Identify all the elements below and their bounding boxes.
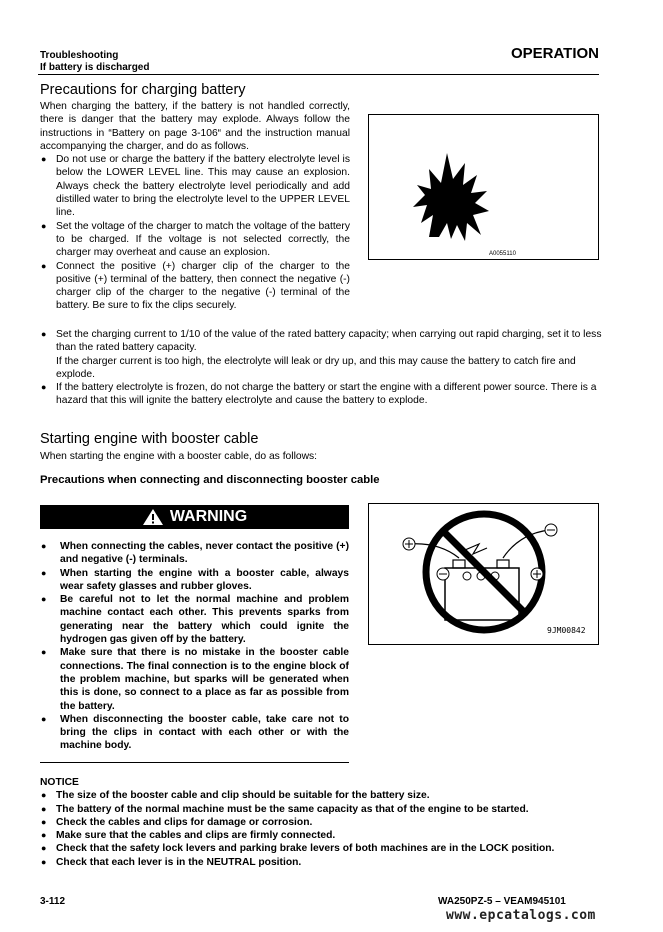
charging-bullet-4-sub: If the charger current is too high, the electrolyte will leak or dry up, and this may cause the battery to catch fire and explode.	[56, 355, 576, 380]
battery-prohibition-icon	[369, 504, 598, 644]
warning-banner	[40, 505, 349, 529]
charging-text-block-wide	[40, 328, 605, 408]
explosion-figure	[368, 114, 599, 260]
warning-label: WARNING	[169, 508, 248, 525]
explosion-icon	[369, 115, 598, 259]
header-breadcrumb	[40, 50, 149, 74]
warning-triangle-icon	[142, 508, 164, 526]
notice-item-1: ● The size of the booster cable and clip should be suitable for the battery size.	[40, 789, 610, 802]
page-number: 3-112	[40, 896, 66, 907]
warning-item-3: ● Be careful not to let the normal machine and problem machine contact each other. This prevents sparks from generating near the battery which could ignite the hydrogen gas given off by the battery.	[40, 593, 349, 646]
charging-bullet-2: ● Set the voltage of the charger to match the voltage of the battery to be charged. If the voltage is not selected correctly, the charger may overheat and cause an explosion.	[40, 220, 350, 260]
charging-text-block	[40, 100, 350, 313]
notice-item-5: ● Check that the safety lock levers and parking brake levers of both machines are in the LOCK position.	[40, 842, 610, 855]
charging-bullet-4-main: ● Set the charging current to 1/10 of the value of the rated battery capacity; when carrying out rapid charging, set it to less than the rated battery capacity.	[56, 329, 602, 354]
warning-item-5: ● When disconnecting the booster cable, take care not to bring the clips in contact with each other or with the machine body.	[40, 713, 349, 753]
warning-item-1: ● When connecting the cables, never contact the positive (+) and negative (-) terminals.	[40, 540, 349, 567]
model-code: WA250PZ-5 – VEAM945101	[438, 896, 566, 907]
notice-block	[40, 776, 610, 869]
warning-item-4: ● Make sure that there is no mistake in the booster cable connections. The final connection is to the engine block of the problem machine, but sparks will be generated when this is done, so connect to a place as far as possible from the battery.	[40, 646, 349, 712]
booster-subtitle: Precautions when connecting and disconnecting booster cable	[40, 474, 380, 486]
watermark-link[interactable]: www.epcatalogs.com	[446, 908, 596, 923]
warning-list	[40, 540, 349, 753]
charging-bullet-4	[40, 328, 605, 381]
warning-bottom-rule	[40, 762, 349, 763]
booster-figure-code: 9JM00842	[547, 626, 586, 635]
charging-bullet-1: ● Do not use or charge the battery if the battery electrolyte level is below the LOWER LEVEL line. This may cause an explosion. Always check the battery electrolyte level periodically and add distilled water to bring the electrolyte level to the UPPER LEVEL line.	[40, 153, 350, 219]
header-section: Troubleshooting	[40, 50, 119, 61]
charging-bullet-3: ● Connect the positive (+) charger clip of the charger to the positive (+) terminal of the battery, then connect the negative (-) charger clip of the charger to the negative (-) terminal of the battery. Be sure to fix the clips securely.	[40, 260, 350, 313]
booster-figure	[368, 503, 599, 645]
notice-item-2: ● The battery of the normal machine must be the same capacity as that of the engine to be started.	[40, 803, 610, 816]
warning-item-2: ● When starting the engine with a booster cable, always wear safety glasses and rubber gloves.	[40, 567, 349, 594]
charging-intro: When charging the battery, if the battery is not handled correctly, there is danger that the battery may explode. Always follow the instructions in “Battery on page 3-106“ and the instruction manual accompanying the charger, and do as follows.	[40, 101, 350, 152]
notice-item-3: ● Check the cables and clips for damage or corrosion.	[40, 816, 610, 829]
charging-bullet-5: ● If the battery electrolyte is frozen, do not charge the battery or start the engine with a different power source. There is a hazard that this will ignite the battery electrolyte and cause the battery to explode.	[40, 381, 605, 408]
header-subsection: If battery is discharged	[40, 62, 150, 73]
notice-title: NOTICE	[40, 777, 79, 788]
booster-title: Starting engine with booster cable	[40, 431, 259, 447]
header-divider	[38, 74, 599, 75]
notice-item-4: ● Make sure that the cables and clips are firmly connected.	[40, 829, 610, 842]
chapter-title: OPERATION	[510, 45, 599, 62]
explosion-figure-code: A0055110	[489, 251, 516, 257]
charging-title: Precautions for charging battery	[40, 82, 246, 98]
booster-intro: When starting the engine with a booster cable, do as follows:	[40, 451, 318, 462]
notice-item-6: ● Check that each lever is in the NEUTRAL position.	[40, 856, 610, 869]
